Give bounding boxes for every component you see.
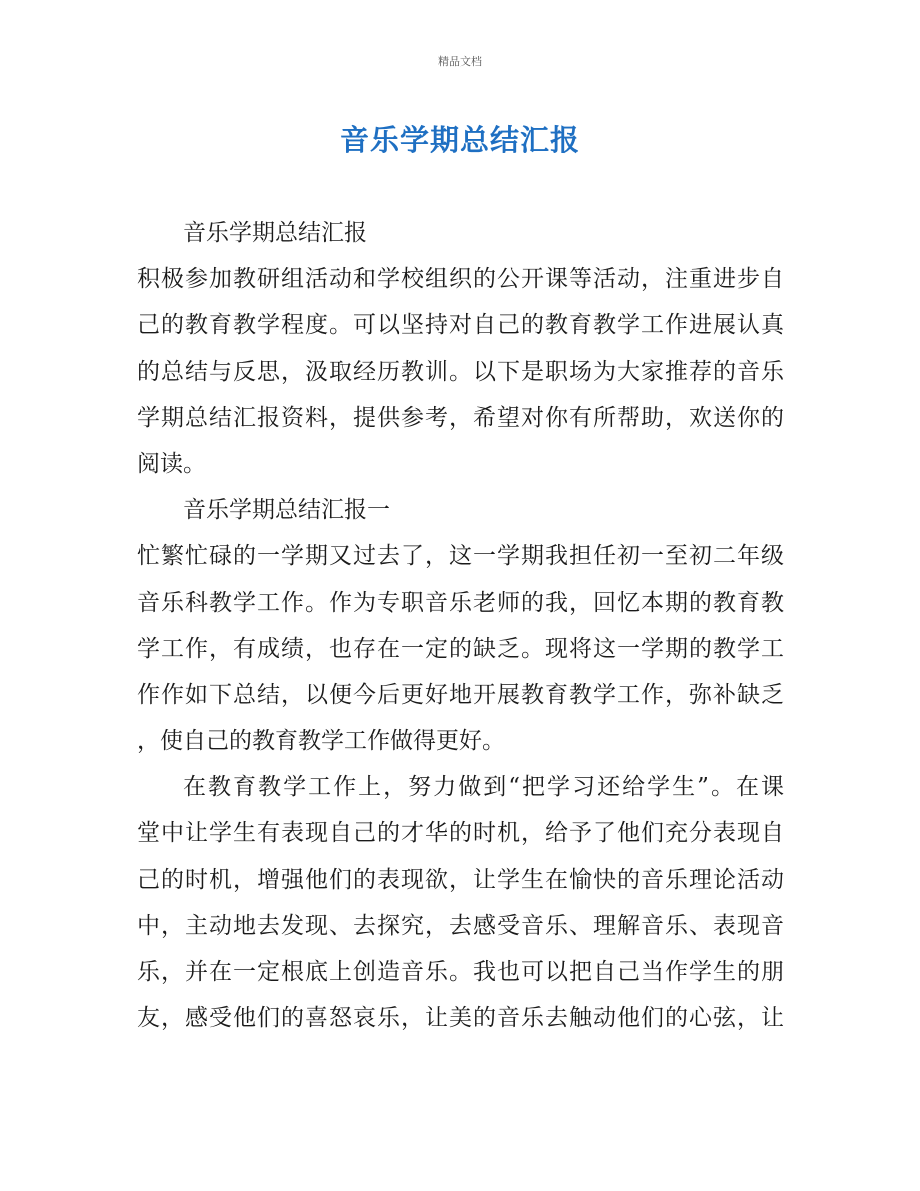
paragraph-line: 音乐科教学工作。作为专职音乐老师的我，回忆本期的教育教 <box>137 589 784 616</box>
paragraph-line: 己的时机，增强他们的表现欲，让学生在愉快的音乐理论活动 <box>137 866 784 893</box>
paragraph-line: 中，主动地去发现、去探究，去感受音乐、理解音乐、表现音 <box>137 912 784 939</box>
document-title: 音乐学期总结汇报 <box>339 123 580 157</box>
paragraph-line: 友，感受他们的喜怒哀乐，让美的音乐去触动他们的心弦，让 <box>137 1005 784 1032</box>
section-heading: 音乐学期总结汇报 <box>183 220 367 246</box>
paragraph-line: 学工作，有成绩，也存在一定的缺乏。现将这一学期的教学工 <box>137 635 784 662</box>
paragraph-line: ，使自己的教育教学工作做得更好。 <box>137 728 505 755</box>
section-heading: 音乐学期总结汇报一 <box>183 497 390 524</box>
paragraph-line: 阅读。 <box>137 450 206 477</box>
paragraph-line: 乐，并在一定根底上创造音乐。我也可以把自己当作学生的朋 <box>137 959 784 985</box>
paragraph-line: 的总结与反思，汲取经历教训。以下是职场为大家推荐的音乐 <box>137 358 784 385</box>
paragraph-line: 己的教育教学程度。可以坚持对自己的教育教学工作进展认真 <box>137 312 784 339</box>
paragraph-line: 积极参加教研组活动和学校组织的公开课等活动，注重进步自 <box>137 266 784 293</box>
paragraph-line: 忙繁忙碌的一学期又过去了，这一学期我担任初一至初二年级 <box>137 543 784 570</box>
paragraph-line: 在教育教学工作上，努力做到“把学习还给学生”。在课 <box>183 774 784 801</box>
paragraph-line: 堂中让学生有表现自己的才华的时机，给予了他们充分表现自 <box>137 820 784 847</box>
paragraph-line: 作作如下总结，以便今后更好地开展教育教学工作，弥补缺乏 <box>137 681 784 708</box>
document-body <box>137 210 784 1041</box>
paragraph-line: 学期总结汇报资料，提供参考，希望对你有所帮助，欢送你的 <box>137 404 784 431</box>
header-tag: 精品文档 <box>438 55 482 68</box>
